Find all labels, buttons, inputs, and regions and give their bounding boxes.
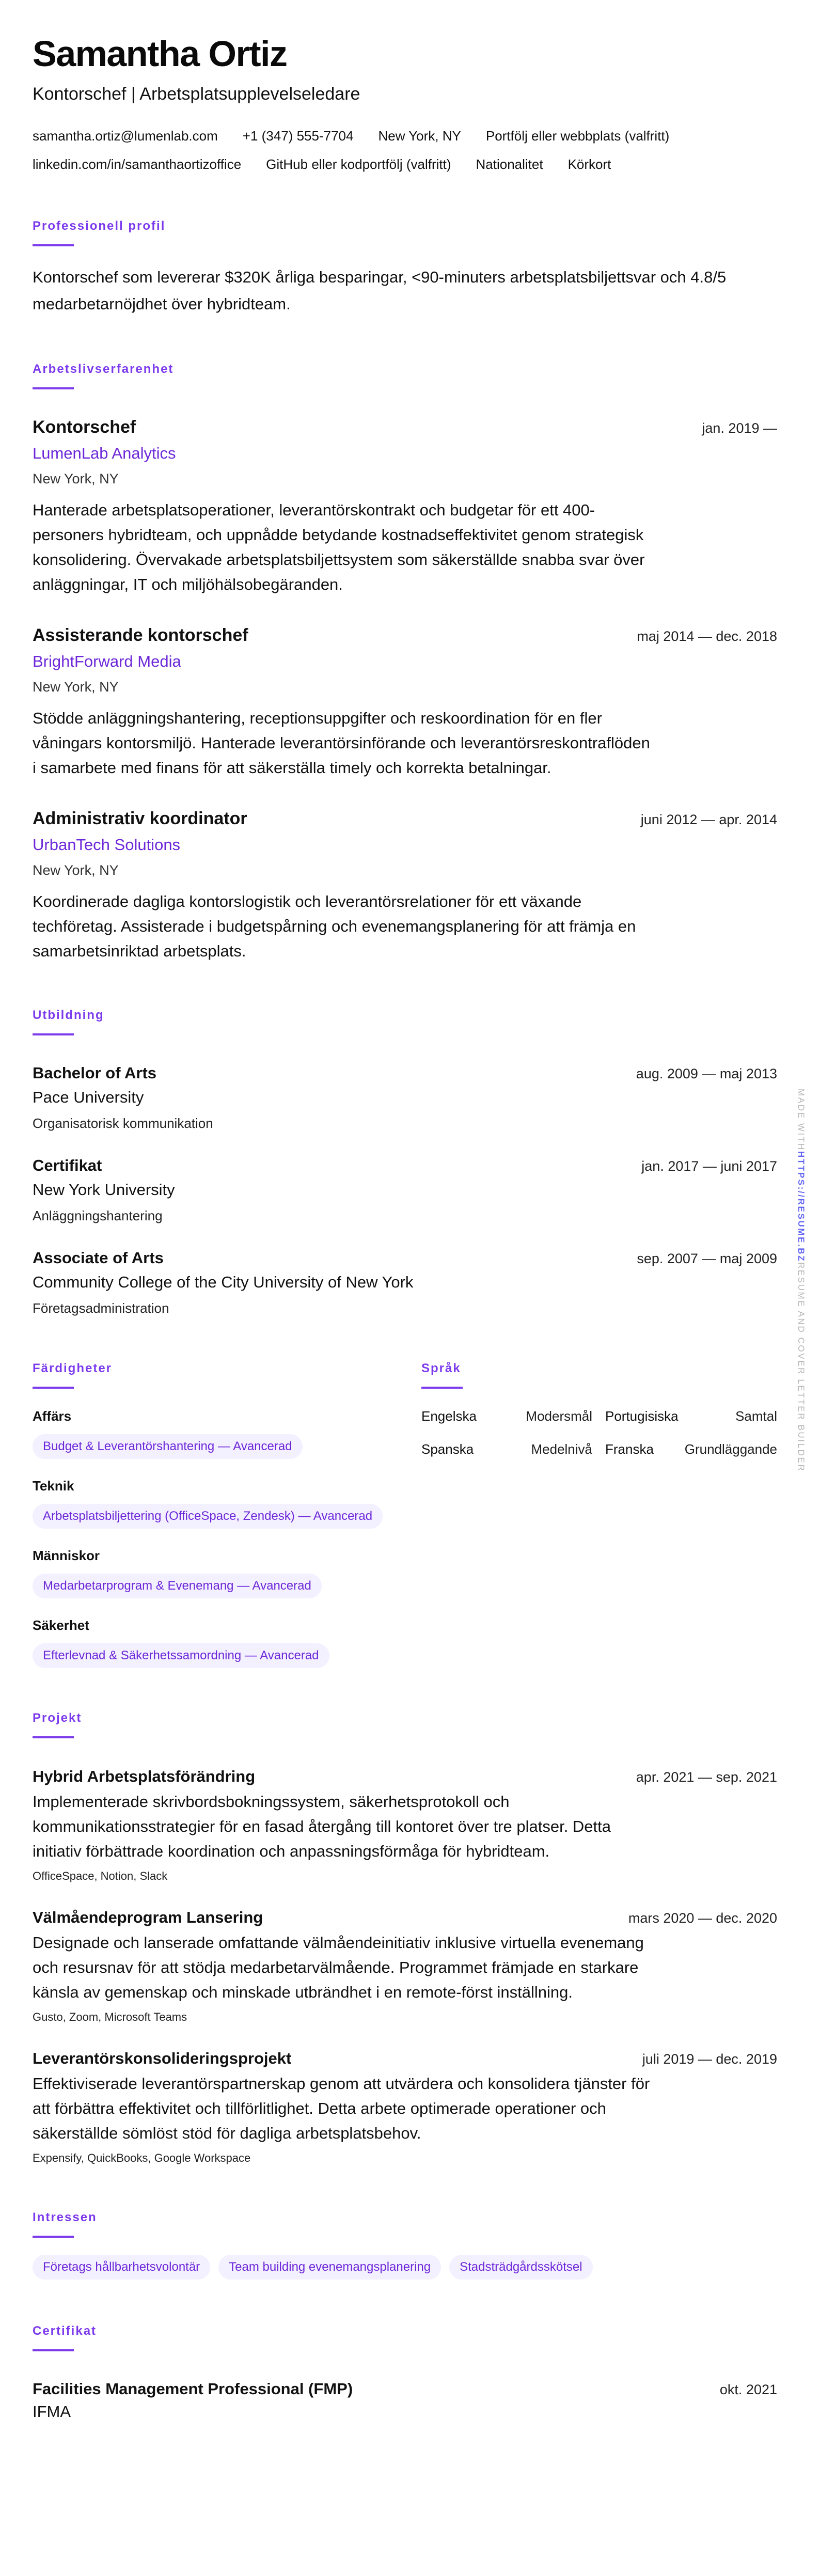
project-item (33, 1766, 777, 1884)
language-name: Portugisiska (605, 1408, 679, 1424)
skill-tag: Medarbetarprogram & Evenemang — Avancerad (33, 1574, 322, 1598)
job-title: Administrativ koordinator (33, 809, 247, 828)
certificate-date: okt. 2021 (719, 2382, 777, 2397)
experience-item (33, 807, 777, 964)
language-item (605, 1440, 777, 1458)
experience-item (33, 624, 777, 780)
field-of-study: Organisatorisk kommunikation (33, 1116, 213, 1131)
certificate-name: Facilities Management Professional (FMP) (33, 2380, 353, 2398)
certificate-issuer: IFMA (33, 2402, 71, 2421)
skill-category: Teknik (33, 1478, 74, 1494)
section-divider (33, 244, 74, 246)
project-item (33, 1907, 777, 2025)
projects-section (33, 1710, 777, 2166)
job-description: Hanterade arbetsplatsoperationer, leverantörskontrakt och budgetar för ett 400-personers hybridteam, och uppnådde betydande kostnadseffektivitet genom strategisk konsolidering. Övervakade arbetsplatsbiljettsystem som säkerställde snabba svar över anläggningar, IT och miljöhälsobegäranden. (33, 501, 645, 593)
job-location: New York, NY (33, 471, 119, 486)
project-tools: Gusto, Zoom, Microsoft Teams (33, 2010, 187, 2023)
language-list (421, 1407, 777, 1458)
contact-portfolio[interactable]: Portfölj eller webbplats (valfritt) (485, 128, 670, 144)
job-location: New York, NY (33, 862, 119, 878)
skills-languages-columns (33, 1317, 777, 1668)
contact-location: New York, NY (378, 128, 461, 144)
watermark-link[interactable]: HTTPS://RESUME.BZ (796, 1151, 806, 1262)
education-date: jan. 2017 — juni 2017 (641, 1158, 777, 1174)
contact-license: Körkort (567, 156, 611, 172)
project-title: Hybrid Arbetsplatsförändring (33, 1767, 256, 1785)
profile-section (33, 218, 777, 318)
section-divider (33, 387, 74, 389)
interests-section (33, 2210, 777, 2280)
interest-list (33, 2255, 777, 2280)
languages-section (421, 1317, 777, 1668)
project-date: juli 2019 — dec. 2019 (642, 2051, 777, 2067)
job-location: New York, NY (33, 679, 119, 695)
section-heading: Professionell profil (33, 219, 166, 233)
education-item (33, 1063, 777, 1133)
language-name: Spanska (421, 1441, 474, 1457)
contact-linkedin[interactable]: linkedin.com/in/samanthaortizoffice (33, 156, 242, 172)
language-name: Engelska (421, 1408, 477, 1424)
skill-category: Säkerhet (33, 1617, 89, 1633)
section-divider (33, 2236, 74, 2238)
project-description: Implementerade skrivbordsbokningssystem, säkerhetsprotokoll och kommunikationsstrategier för en fasad återgång till kontoret över tre platser. Detta initiativ förbättrade koordination och anpassningsförmåga för hybridteam. (33, 1793, 611, 1860)
language-level: Medelnivå (531, 1441, 592, 1457)
language-item (605, 1407, 777, 1425)
job-date: maj 2014 — dec. 2018 (637, 629, 777, 644)
job-title: Assisterande kontorschef (33, 625, 248, 645)
project-title: Leverantörskonsolideringsprojekt (33, 2049, 292, 2067)
school: Community College of the City University of New York (33, 1273, 414, 1291)
degree: Bachelor of Arts (33, 1064, 157, 1082)
section-heading: Intressen (33, 2210, 97, 2224)
language-name: Franska (605, 1441, 654, 1457)
job-company: BrightForward Media (33, 652, 181, 670)
watermark-prefix: MADE WITH (796, 1089, 806, 1151)
section-heading: Projekt (33, 1711, 82, 1725)
certificate-item (33, 2379, 777, 2421)
made-with-watermark (796, 1089, 806, 1472)
section-heading: Utbildning (33, 1008, 104, 1022)
skill-tag: Budget & Leverantörshantering — Avancerad (33, 1434, 303, 1459)
project-description: Effektiviserade leverantörspartnerskap genom att utvärdera och konsolidera tjänster för att förbättra effektivitet och tillförlitlighet. Detta arbete optimerade operationer och säkerställde sömlöst stöd för dagliga arbetsplatsbehov. (33, 2075, 650, 2142)
section-divider (33, 1033, 74, 1035)
skill-tag: Arbetsplatsbiljettering (OfficeSpace, Zendesk) — Avancerad (33, 1504, 383, 1529)
resume-header (33, 33, 777, 175)
school: New York University (33, 1181, 175, 1199)
field-of-study: Företagsadministration (33, 1300, 169, 1316)
contact-nationality: Nationalitet (476, 156, 543, 172)
contact-github[interactable]: GitHub eller kodportfölj (valfritt) (266, 156, 451, 172)
job-company: UrbanTech Solutions (33, 836, 181, 854)
candidate-subtitle: Kontorschef | Arbetsplatsupplevelseledare (33, 84, 360, 104)
job-date: juni 2012 — apr. 2014 (640, 812, 777, 827)
education-date: sep. 2007 — maj 2009 (637, 1251, 777, 1266)
skills-section (33, 1317, 388, 1668)
contact-list (33, 125, 777, 175)
language-level: Modersmål (526, 1408, 592, 1424)
language-level: Samtal (735, 1408, 777, 1424)
project-date: apr. 2021 — sep. 2021 (636, 1769, 777, 1785)
section-divider (33, 1736, 74, 1738)
project-tools: OfficeSpace, Notion, Slack (33, 1870, 168, 1882)
project-item (33, 2048, 777, 2166)
job-description: Stödde anläggningshantering, receptionsuppgifter och reskoordination för en fler våningars kontorsmiljö. Hanterade leverantörsinförande och leverantörsreskontraflöden i samarbete med finans för att säkerställa timely och korrekta betalningar. (33, 709, 650, 777)
job-company: LumenLab Analytics (33, 444, 176, 462)
interest-tag: Team building evenemangsplanering (218, 2255, 441, 2280)
job-date: jan. 2019 — (702, 420, 777, 436)
education-date: aug. 2009 — maj 2013 (636, 1066, 777, 1081)
education-section (33, 1008, 777, 1317)
project-title: Välmåendeprogram Lansering (33, 1908, 263, 1926)
candidate-name: Samantha Ortiz (33, 34, 287, 74)
education-item (33, 1248, 777, 1317)
watermark-suffix: RESUME AND COVER LETTER BUILDER (796, 1262, 806, 1472)
section-heading: Certifikat (33, 2324, 97, 2338)
section-heading: Arbetslivserfarenhet (33, 362, 174, 376)
language-item (421, 1407, 592, 1425)
resume-page (33, 0, 777, 2421)
language-level: Grundläggande (684, 1441, 777, 1457)
project-description: Designade och lanserade omfattande välmåendeinitiativ inklusive virtuella evenemang och resursnav för att stödja medarbetarvälmående. Programmet främjade en starkare känsla av gemenskap och minskade utbrändhet i en remote-först inställning. (33, 1934, 644, 2001)
field-of-study: Anläggningshantering (33, 1208, 163, 1223)
education-item (33, 1155, 777, 1225)
experience-section (33, 362, 777, 964)
language-item (421, 1440, 592, 1458)
skill-category: Affärs (33, 1408, 72, 1424)
degree: Certifikat (33, 1156, 102, 1174)
contact-email[interactable]: samantha.ortiz@lumenlab.com (33, 128, 218, 144)
degree: Associate of Arts (33, 1249, 164, 1267)
experience-item (33, 416, 777, 597)
project-tools: Expensify, QuickBooks, Google Workspace (33, 2151, 251, 2164)
section-divider (33, 2349, 74, 2351)
section-divider (33, 1387, 74, 1389)
certificates-section (33, 2323, 777, 2421)
school: Pace University (33, 1088, 144, 1106)
interest-tag: Stadsträdgårdsskötsel (449, 2255, 592, 2280)
section-heading: Språk (421, 1361, 461, 1375)
contact-phone[interactable]: +1 (347) 555-7704 (242, 128, 354, 144)
skill-tag: Efterlevnad & Säkerhetssamordning — Avancerad (33, 1643, 329, 1668)
interest-tag: Företags hållbarhetsvolontär (33, 2255, 210, 2280)
job-title: Kontorschef (33, 417, 136, 437)
job-description: Koordinerade dagliga kontorslogistik och leverantörsrelationer för ett växande techföretag. Assisterade i budgetspårning och evenemangsplanering för att främja en samarbetsinriktad arbetsplats. (33, 892, 636, 960)
project-date: mars 2020 — dec. 2020 (628, 1910, 777, 1926)
skill-category: Människor (33, 1548, 100, 1563)
profile-text: Kontorschef som levererar $320K årliga besparingar, <90-minuters arbetsplatsbiljettsvar och 4.8/5 medarbetarnöjdhet över hybridteam. (33, 268, 727, 313)
section-divider (421, 1387, 463, 1389)
section-heading: Färdigheter (33, 1361, 113, 1375)
